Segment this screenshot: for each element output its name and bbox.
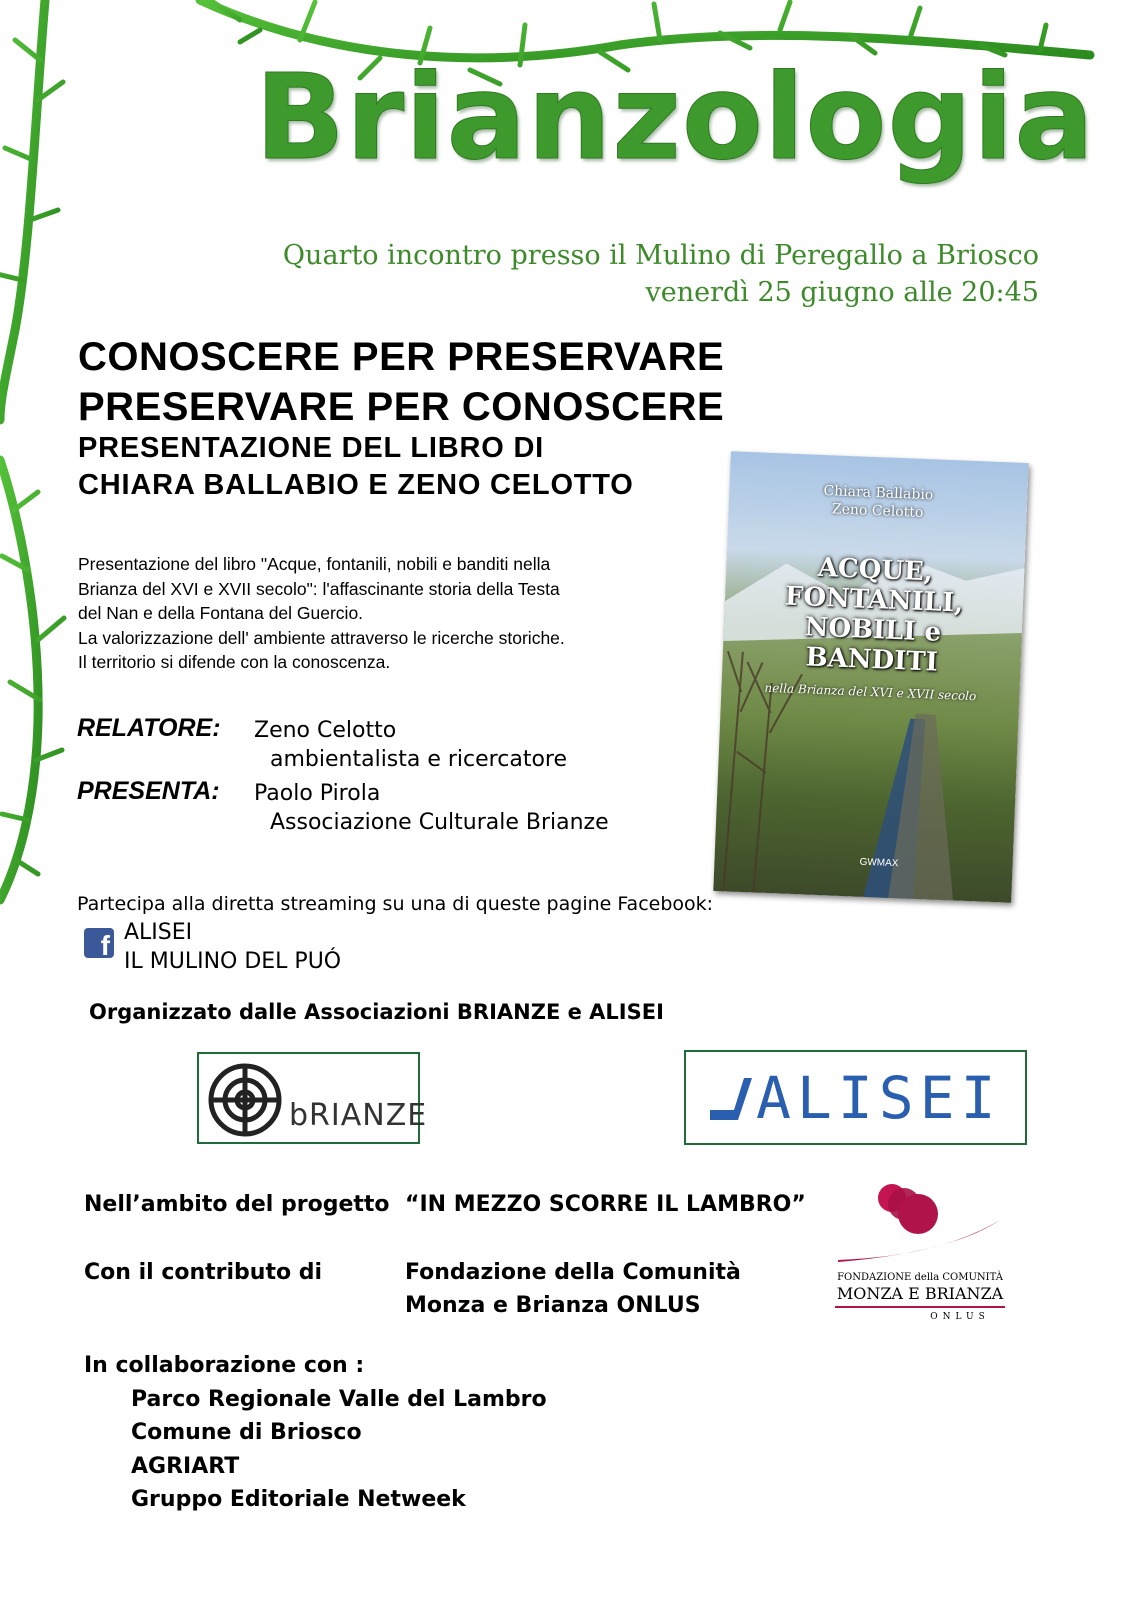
book-cover <box>713 451 1028 903</box>
brianze-target-icon <box>205 1060 285 1140</box>
brianze-logo <box>197 1052 428 1144</box>
book-title-line: ACQUE, <box>817 552 934 588</box>
presenta-role: Associazione Culturale Brianze <box>270 810 609 835</box>
headline-line1: CONOSCERE PER PRESERVARE <box>78 335 725 379</box>
description-line: La valorizzazione dell' ambiente attraverso le ricerche storiche. <box>78 627 565 648</box>
event-date: venerdì 25 giugno alle 20:45 <box>645 277 1039 308</box>
collaboration-partner: AGRIART <box>131 1454 240 1479</box>
book-publisher: GWMAX <box>859 856 899 870</box>
alisei-logo-text: ALISEI <box>756 1064 1002 1132</box>
description-line: Il territorio si difende con la conoscenza. <box>78 652 391 672</box>
description-line: Presentazione del libro "Acque, fontanili, nobili e banditi nella <box>78 554 551 574</box>
collaboration-partner: Comune di Briosco <box>131 1420 362 1445</box>
contribution-label: Con il contributo di <box>84 1260 323 1285</box>
fondazione-emblem-icon <box>830 1180 1010 1270</box>
book-author: Zeno Celotto <box>831 501 924 521</box>
contribution-line2: Monza e Brianza ONLUS <box>405 1293 701 1318</box>
contribution-line1: Fondazione della Comunità <box>405 1260 741 1285</box>
book-title-line: FONTANILI, <box>784 581 964 619</box>
fondazione-logo-line2: MONZA E BRIANZA <box>836 1284 1004 1303</box>
organizers-text: Organizzato dalle Associazioni BRIANZE e ALISEI <box>89 1000 664 1024</box>
fondazione-logo-line1: FONDAZIONE della COMUNITÀ <box>837 1272 1003 1283</box>
collaboration-partner: Parco Regionale Valle del Lambro <box>131 1387 547 1412</box>
fondazione-logo-line3: ONLUS <box>930 1312 990 1322</box>
relatore-label: RELATORE: <box>77 714 221 742</box>
headline-line3: PRESENTAZIONE DEL LIBRO DI <box>78 432 545 464</box>
description <box>78 552 658 675</box>
facebook-page-mulino[interactable]: IL MULINO DEL PUÓ <box>124 949 342 974</box>
page-title: Brianzologia <box>255 48 1096 186</box>
project-name: “IN MEZZO SCORRE IL LAMBRO” <box>405 1192 806 1217</box>
fondazione-logo-divider <box>835 1306 1005 1308</box>
facebook-page-alisei[interactable]: ALISEI <box>124 920 193 945</box>
headline-line4: CHIARA BALLABIO E ZENO CELOTTO <box>78 469 634 501</box>
project-label: Nell’ambito del progetto <box>84 1192 390 1217</box>
brianze-logo-text: bRIANZE <box>289 1098 428 1133</box>
collaboration-label: In collaborazione con : <box>84 1353 365 1378</box>
book-title-line: BANDITI <box>805 642 939 678</box>
presenta-label: PRESENTA: <box>77 777 220 805</box>
book-author: Chiara Ballabio <box>823 482 934 504</box>
book-subtitle: nella Brianza del XVI e XVII secolo <box>764 680 977 704</box>
collaboration-partner: Gruppo Editoriale Netweek <box>131 1487 466 1512</box>
description-line: del Nan e della Fontana del Guercio. <box>78 603 364 623</box>
streaming-intro: Partecipa alla diretta streaming su una di queste pagine Facebook: <box>77 893 714 915</box>
alisei-wave-icon <box>708 1074 754 1124</box>
fondazione-logo <box>830 1180 1010 1330</box>
description-line: Brianza del XVI e XVII secolo": l'affascinante storia della Testa <box>78 578 560 599</box>
presenta-name: Paolo Pirola <box>254 781 381 806</box>
alisei-logo <box>684 1050 1027 1145</box>
facebook-icon: f <box>84 928 114 958</box>
event-location: Quarto incontro presso il Mulino di Peregallo a Briosco <box>282 240 1039 271</box>
book-title-line: NOBILI e <box>804 612 942 648</box>
headline-line2: PRESERVARE PER CONOSCERE <box>78 385 725 429</box>
relatore-name: Zeno Celotto <box>254 718 397 743</box>
relatore-role: ambientalista e ricercatore <box>270 747 567 772</box>
